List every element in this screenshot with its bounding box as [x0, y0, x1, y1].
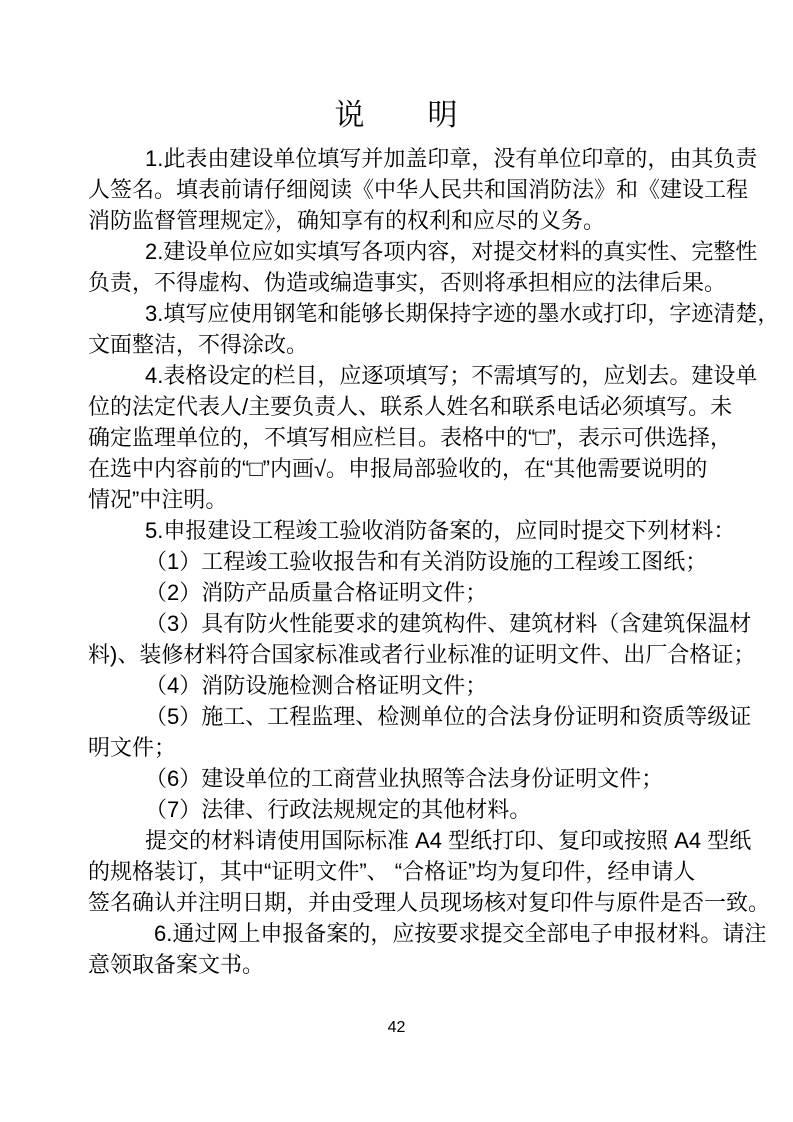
- text-line: （7）法律、行政法规规定的其他材料。: [145, 797, 532, 822]
- text-line: 确定监理单位的，不填写相应栏目。表格中的“□”，表示可供选择，: [88, 425, 732, 450]
- text-line: （3）具有防火性能要求的建筑构件、建筑材料（含建筑保温材: [145, 611, 752, 636]
- document-title: 说 明: [334, 99, 459, 132]
- page-number: 42: [387, 1019, 406, 1036]
- text-line: 提交的材料请使用国际标准 A4 型纸打印、复印或按照 A4 型纸: [145, 828, 752, 853]
- text-line: 情况”中注明。: [88, 487, 228, 512]
- text-line: （4）消防设施检测合格证明文件；: [145, 673, 488, 698]
- text-line: 在选中内容前的“□”内画√。申报局部验收的，在“其他需要说明的: [88, 456, 708, 481]
- text-line: 明文件；: [88, 735, 177, 760]
- text-line: （6）建设单位的工商营业执照等合法身份证明文件；: [145, 766, 664, 791]
- text-line: （1）工程竣工验收报告和有关消防设施的工程竣工图纸；: [145, 549, 708, 574]
- text-line: 位的法定代表人/主要负责人、联系人姓名和联系电话必须填写。未: [88, 394, 733, 419]
- text-line: 5.申报建设工程竣工验收消防备案的，应同时提交下列材料：: [145, 518, 736, 543]
- text-line: 人签名。填表前请仔细阅读《中华人民共和国消防法》和《建设工程: [88, 177, 749, 202]
- text-line: 意领取备案文书。: [88, 952, 265, 977]
- text-line: 文面整洁，不得涂改。: [88, 332, 309, 357]
- text-line: （2）消防产品质量合格证明文件；: [145, 580, 488, 605]
- text-line: 6.通过网上申报备案的，应按要求提交全部电子申报材料。请注: [154, 921, 767, 946]
- document-body: [88, 143, 780, 980]
- text-line: 负责，不得虚构、伪造或编造事实，否则将承担相应的法律后果。: [88, 270, 727, 295]
- text-line: （5）施工、工程监理、检测单位的合法身份证明和资质等级证: [145, 704, 752, 729]
- text-line: 1.此表由建设单位填写并加盖印章，没有单位印章的，由其负责: [145, 146, 758, 171]
- text-line: 4.表格设定的栏目，应逐项填写；不需填写的，应划去。建设单: [145, 363, 758, 388]
- text-line: 3.填写应使用钢笔和能够长期保持字迹的墨水或打印，字迹清楚，: [145, 301, 780, 326]
- text-line: 的规格装订，其中“证明文件”、 “合格证”均为复印件，经申请人: [88, 859, 696, 884]
- text-line: 2.建设单位应如实填写各项内容，对提交材料的真实性、完整性: [145, 239, 758, 264]
- text-line: 料)、装修材料符合国家标准或者行业标准的证明文件、出厂合格证；: [88, 642, 756, 667]
- text-line: 消防监督管理规定》，确知享有的权利和应尽的义务。: [88, 208, 606, 233]
- text-line: 签名确认并注明日期，并由受理人员现场核对复印件与原件是否一致。: [88, 890, 771, 915]
